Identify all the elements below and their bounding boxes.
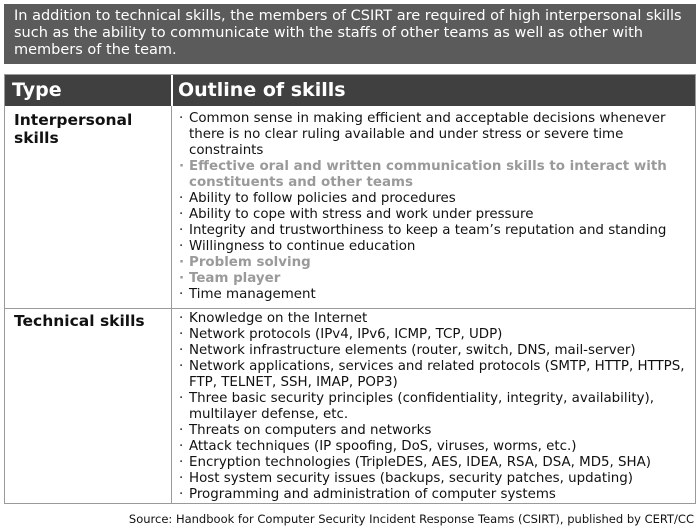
bullet-dot: · <box>179 359 184 374</box>
skill-text: Network protocols (IPv4, IPv6, ICMP, TCP, UDP) <box>189 327 503 342</box>
intro-banner: In addition to technical skills, the members of CSIRT are required of high interpersonal skills such as the ability to communicate with the staffs of other teams as well as other with members of the team. <box>4 4 696 64</box>
skill-text: Effective oral and written communication skills to interact with constituents and other teams <box>189 159 667 190</box>
bullet-dot: · <box>179 311 184 326</box>
skill-item <box>179 159 691 191</box>
bullet-dot: · <box>179 471 184 486</box>
skill-item <box>179 223 691 239</box>
skill-item <box>179 239 691 255</box>
skill-item <box>179 191 691 207</box>
skill-item <box>179 455 691 471</box>
skill-item <box>179 439 691 455</box>
skill-text: Ability to cope with stress and work under pressure <box>189 207 534 222</box>
skill-text: Common sense in making efficient and acceptable decisions whenever there is no clear ruling available and under stress or severe time constraints <box>189 111 666 158</box>
technical-skills-list <box>179 311 691 503</box>
skill-text: Network infrastructure elements (router, switch, DNS, mail-server) <box>189 343 636 358</box>
skill-text: Network applications, services and related protocols (SMTP, HTTP, HTTPS, FTP, TELNET, SSH, IMAP, POP3) <box>189 359 685 390</box>
skill-text: Team player <box>189 271 281 286</box>
skill-item <box>179 327 691 343</box>
skill-text: Host system security issues (backups, security patches, updating) <box>189 471 634 486</box>
skill-item <box>179 487 691 503</box>
skill-item <box>179 471 691 487</box>
bullet-dot: · <box>179 239 184 254</box>
skill-item <box>179 343 691 359</box>
skills-table <box>4 74 696 504</box>
bullet-dot: · <box>179 343 184 358</box>
bullet-dot: · <box>179 327 184 342</box>
bullet-dot: · <box>179 439 184 454</box>
skill-item <box>179 111 691 159</box>
bullet-dot: · <box>179 423 184 438</box>
skill-text: Encryption technologies (TripleDES, AES, IDEA, RSA, DSA, MD5, SHA) <box>189 455 652 470</box>
bullet-dot: · <box>179 287 184 302</box>
source-caption: Source: Handbook for Computer Security Incident Response Teams (CSIRT), published by CERT/CC <box>128 512 694 526</box>
header-separator <box>171 75 173 106</box>
skill-item <box>179 391 691 423</box>
skill-item <box>179 359 691 391</box>
skill-item <box>179 311 691 327</box>
skill-item <box>179 255 691 271</box>
bullet-dot: · <box>179 391 184 406</box>
skill-text: Attack techniques (IP spoofing, DoS, viruses, worms, etc.) <box>189 439 577 454</box>
skill-text: Programming and administration of computer systems <box>189 487 556 502</box>
skill-text: Integrity and trustworthiness to keep a team’s reputation and standing <box>189 223 667 238</box>
type-interpersonal: Interpersonal skills <box>14 111 133 147</box>
skill-text: Threats on computers and networks <box>189 423 432 438</box>
column-divider <box>171 106 172 503</box>
bullet-dot: · <box>179 207 184 222</box>
skill-text: Ability to follow policies and procedures <box>189 191 456 206</box>
skill-item <box>179 423 691 439</box>
bullet-dot: · <box>179 111 184 126</box>
header-outline: Outline of skills <box>178 79 346 101</box>
interpersonal-skills-list <box>179 111 691 303</box>
skill-item <box>179 271 691 287</box>
bullet-dot: · <box>179 271 185 286</box>
skill-text: Three basic security principles (confidentiality, integrity, availability), multilayer defense, etc. <box>189 391 654 422</box>
skill-item <box>179 207 691 223</box>
bullet-dot: · <box>179 455 184 470</box>
skill-item <box>179 287 691 303</box>
table-header <box>5 75 695 106</box>
bullet-dot: · <box>179 223 184 238</box>
bullet-dot: · <box>179 159 185 174</box>
skill-text: Time management <box>189 287 316 302</box>
type-technical: Technical skills <box>14 312 145 330</box>
skill-text: Willingness to continue education <box>189 239 416 254</box>
skill-text: Knowledge on the Internet <box>189 311 368 326</box>
bullet-dot: · <box>179 487 184 502</box>
row-divider <box>5 308 695 309</box>
bullet-dot: · <box>179 255 185 270</box>
skill-text: Problem solving <box>189 255 311 270</box>
header-type: Type <box>12 79 62 101</box>
bullet-dot: · <box>179 191 184 206</box>
